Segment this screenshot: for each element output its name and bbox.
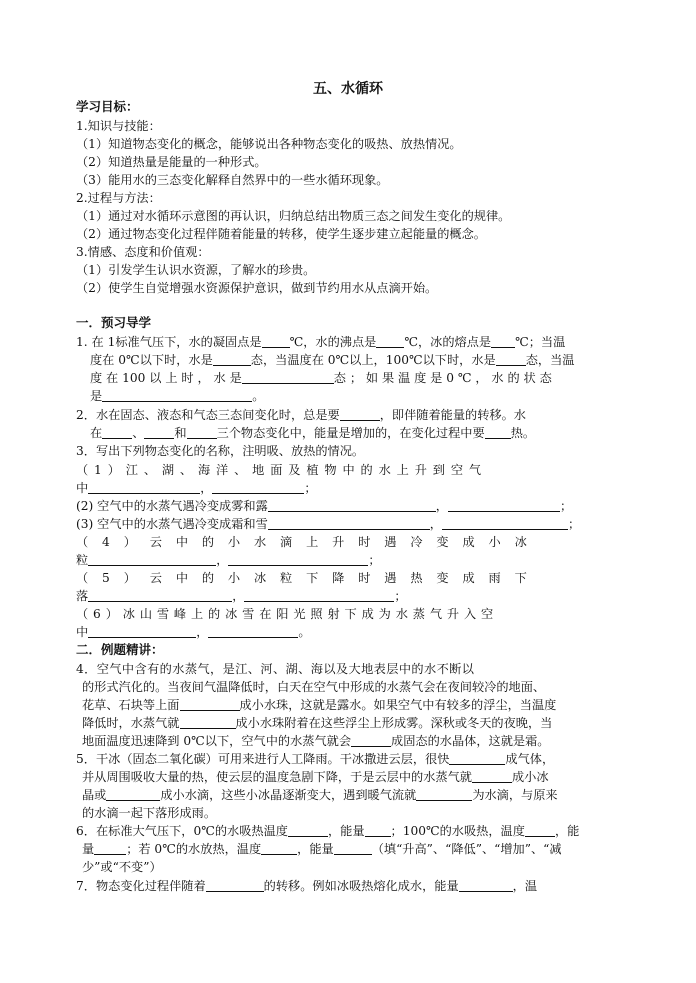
q6-text: ，能量 bbox=[327, 824, 365, 838]
q1-text: 。 bbox=[252, 389, 265, 403]
answer-blank[interactable] bbox=[242, 371, 334, 384]
question-5-line-4: 的水滴一起下落形成雨。 bbox=[82, 806, 217, 820]
q6-text: （填“升高”、“降低”、“增加”、“减 bbox=[371, 842, 562, 856]
q1-text: 度 在 100 以 上 时 ， 水 是 bbox=[90, 371, 242, 385]
q4-text: 地面温度迅速降到 0℃以下，空气中的水蒸气就会 bbox=[82, 734, 352, 748]
item-text: 中 bbox=[76, 625, 89, 639]
knowledge-item-2: （2）知道热量是能量的一种形式。 bbox=[76, 155, 267, 169]
item-text: ， bbox=[216, 553, 229, 567]
q6-text: ；100℃的水吸热，温度 bbox=[390, 824, 525, 838]
answer-blank[interactable] bbox=[88, 553, 216, 566]
item-2 bbox=[76, 497, 621, 515]
item-4-line-2 bbox=[76, 551, 621, 569]
answer-blank[interactable] bbox=[491, 335, 515, 348]
q7-text: ，温 bbox=[512, 879, 538, 893]
answer-blank[interactable] bbox=[334, 842, 372, 855]
answer-blank[interactable] bbox=[485, 426, 511, 439]
process-item-2: （2）通过物态变化过程伴随着能量的转移，使学生逐步建立起能量的概念。 bbox=[76, 227, 486, 241]
question-6-line-1 bbox=[76, 822, 621, 840]
q1-text: 度在 0℃以下时，水是 bbox=[90, 353, 213, 367]
question-4-line-2: 的形式汽化的。当夜间气温降低时，白天在空气中形成的水蒸气会在夜间较冷的地面、 bbox=[82, 680, 546, 694]
item-text: 粒 bbox=[76, 553, 89, 567]
answer-blank[interactable] bbox=[376, 335, 404, 348]
answer-blank[interactable] bbox=[459, 879, 513, 892]
answer-blank[interactable] bbox=[261, 842, 297, 855]
question-7 bbox=[76, 877, 621, 895]
answer-blank[interactable] bbox=[102, 426, 132, 439]
question-5-line-1 bbox=[76, 750, 621, 768]
q1-text: ℃；当温 bbox=[515, 335, 566, 349]
answer-blank[interactable] bbox=[180, 716, 236, 729]
preview-heading: 一．预习导学 bbox=[76, 315, 152, 330]
answer-blank[interactable] bbox=[340, 408, 380, 421]
q4-text: 降低时，水蒸气就 bbox=[82, 716, 180, 730]
question-5-line-2 bbox=[82, 768, 627, 786]
q2-text: 三个物态变化中，能量是增加的，在变化过程中要 bbox=[216, 426, 485, 440]
answer-blank[interactable] bbox=[180, 698, 240, 711]
item-1-line-2 bbox=[76, 479, 621, 497]
emotion-item-1: （1）引发学生认识水资源，了解水的珍贵。 bbox=[76, 263, 316, 277]
q2-text: ，即伴随着能量的转移。水 bbox=[379, 408, 526, 422]
question-5-line-3 bbox=[82, 786, 627, 804]
answer-blank[interactable] bbox=[365, 824, 391, 837]
page-title: 五、水循环 bbox=[313, 81, 383, 97]
q1-text: 是 bbox=[90, 389, 103, 403]
objectives-heading: 学习目标： bbox=[76, 99, 139, 114]
question-4-line-5 bbox=[82, 732, 627, 750]
q6-text: 量 bbox=[82, 842, 95, 856]
answer-blank[interactable] bbox=[212, 481, 304, 494]
question-3: 3．写出下列物态变化的名称，注明吸、放热的情况。 bbox=[76, 444, 365, 458]
item-text: ； bbox=[368, 553, 381, 567]
question-2-line-1 bbox=[76, 406, 621, 424]
answer-blank[interactable] bbox=[88, 481, 200, 494]
q4-text: 成小水珠附着在这些浮尘上形成雾。深秋或冬天的夜晚，当 bbox=[235, 716, 553, 730]
q2-text: 、 bbox=[132, 426, 145, 440]
item-5-line-2 bbox=[76, 587, 621, 605]
answer-blank[interactable] bbox=[496, 353, 526, 366]
item-text: 中 bbox=[76, 481, 89, 495]
q7-text: 的转移。例如冰吸热熔化成水，能量 bbox=[263, 879, 459, 893]
answer-blank[interactable] bbox=[144, 426, 174, 439]
answer-blank[interactable] bbox=[472, 770, 512, 783]
process-title: 2.过程与方法： bbox=[76, 191, 161, 205]
examples-heading: 二．例题精讲： bbox=[76, 642, 164, 657]
question-2-line-2 bbox=[90, 424, 635, 442]
q1-text: 态 ； 如 果 温 度 是 0 ℃ ， 水 的 状 态 bbox=[333, 371, 552, 385]
q7-text: 7．物态变化过程伴随着 bbox=[76, 879, 206, 893]
answer-blank[interactable] bbox=[213, 353, 251, 366]
answer-blank[interactable] bbox=[525, 824, 555, 837]
q2-text: 2．水在固态、液态和气态三态间变化时，总是要 bbox=[76, 408, 340, 422]
answer-blank[interactable] bbox=[442, 517, 568, 530]
q2-text: 和 bbox=[174, 426, 187, 440]
item-5-line-1: （ 5 ） 云 中 的 小 冰 粒 下 降 时 遇 热 变 成 雨 下 bbox=[76, 571, 532, 585]
process-item-1: （1）通过对水循环示意图的再认识，归纳总结出物质三态之间发生变化的规律。 bbox=[76, 209, 511, 223]
q6-text: ；若 0℃的水放热，温度 bbox=[126, 842, 262, 856]
q4-text: 成小水珠，这就是露水。如果空气中有较多的浮尘，当温度 bbox=[239, 698, 557, 712]
answer-blank[interactable] bbox=[206, 879, 264, 892]
item-text: ， bbox=[429, 517, 442, 531]
answer-blank[interactable] bbox=[351, 734, 391, 747]
answer-blank[interactable] bbox=[102, 389, 252, 402]
item-text: ； bbox=[394, 589, 407, 603]
answer-blank[interactable] bbox=[416, 788, 472, 801]
knowledge-item-3: （3）能用水的三态变化解释自然界中的一些水循环现象。 bbox=[76, 173, 389, 187]
item-text: (3) 空气中的水蒸气遇冷变成霜和雪 bbox=[76, 517, 268, 531]
question-1-line-2 bbox=[90, 351, 635, 369]
item-text: ， bbox=[196, 625, 209, 639]
answer-blank[interactable] bbox=[268, 499, 436, 512]
item-text: (2) 空气中的水蒸气遇冷变成雾和露 bbox=[76, 499, 268, 513]
q5-text: 并从周围吸收大量的热，使云层的温度急剧下降，于是云层中的水蒸气就 bbox=[82, 770, 472, 784]
item-3 bbox=[76, 515, 621, 533]
q5-text: 5．干冰（固态二氧化碳）可用来进行人工降雨。干冰撒进云层，很快 bbox=[76, 752, 450, 766]
q4-text: 成固态的水晶体，这就是霜。 bbox=[391, 734, 550, 748]
q6-text: ，能 bbox=[554, 824, 580, 838]
question-1-line-4 bbox=[90, 387, 635, 405]
q1-text: ℃，冰的熔点是 bbox=[404, 335, 492, 349]
item-4-line-1: （ 4 ） 云 中 的 小 水 滴 上 升 时 遇 冷 变 成 小 冰 bbox=[76, 535, 532, 549]
emotion-item-2: （2）使学生自觉增强水资源保护意识，做到节约用水从点滴开始。 bbox=[76, 281, 438, 295]
answer-blank[interactable] bbox=[262, 335, 290, 348]
question-1-line-1 bbox=[76, 333, 621, 351]
answer-blank[interactable] bbox=[88, 625, 196, 638]
answer-blank[interactable] bbox=[244, 589, 394, 602]
q5-text: 为水滴，与原来 bbox=[472, 788, 558, 802]
question-6-line-3: 少”或“不变”） bbox=[82, 860, 162, 874]
item-text: ， bbox=[435, 499, 448, 513]
item-1-line-1: （ 1 ） 江 、 湖 、 海 洋 、 地 面 及 植 物 中 的 水 上 升 到 空 气 bbox=[76, 463, 483, 477]
item-text: 落 bbox=[76, 589, 89, 603]
q6-text: ，能量 bbox=[297, 842, 334, 856]
answer-blank[interactable] bbox=[187, 426, 217, 439]
q4-text: 花草、石块等上面 bbox=[82, 698, 180, 712]
knowledge-item-1: （1）知道物态变化的概念，能够说出各种物态变化的吸热、放热情况。 bbox=[76, 137, 462, 151]
item-6-line-2 bbox=[76, 623, 621, 641]
item-text: ； bbox=[559, 499, 573, 513]
knowledge-title: 1.知识与技能： bbox=[76, 119, 161, 133]
item-text: ； bbox=[304, 481, 317, 495]
answer-blank[interactable] bbox=[106, 788, 160, 801]
q1-text: ℃，水的沸点是 bbox=[289, 335, 377, 349]
answer-blank[interactable] bbox=[208, 625, 298, 638]
q5-text: 晶或 bbox=[82, 788, 107, 802]
answer-blank[interactable] bbox=[268, 517, 430, 530]
question-4-line-1: 4．空气中含有的水蒸气，是江、河、湖、海以及大地表层中的水不断以 bbox=[76, 662, 475, 676]
item-6-line-1: （ 6 ） 冰 山 雪 峰 上 的 冰 雪 在 阳 光 照 射 下 成 为 水 蒸 气 升 入 空 bbox=[76, 607, 494, 621]
item-text: ； bbox=[567, 517, 581, 531]
item-text: 。 bbox=[298, 625, 311, 639]
answer-blank[interactable] bbox=[288, 824, 328, 837]
emotion-title: 3.情感、态度和价值观： bbox=[76, 245, 210, 259]
answer-blank[interactable] bbox=[228, 553, 368, 566]
q2-text: 热。 bbox=[510, 426, 536, 440]
q5-text: 成气体， bbox=[505, 752, 555, 766]
question-4-line-3 bbox=[82, 696, 627, 714]
q1-text: 态，当温度在 0℃以上，100℃以下时，水是 bbox=[250, 353, 496, 367]
q2-text: 在 bbox=[90, 426, 103, 440]
item-text: ， bbox=[232, 589, 245, 603]
answer-blank[interactable] bbox=[448, 499, 560, 512]
question-6-line-2 bbox=[82, 840, 627, 858]
answer-blank[interactable] bbox=[88, 589, 232, 602]
q6-text: 6．在标准大气压下，0℃的水吸热温度 bbox=[76, 824, 288, 838]
q1-text: 1. 在 1标准气压下，水的凝固点是 bbox=[76, 335, 262, 349]
q5-text: 成小水滴，这些小冰晶逐渐变大，遇到暖气流就 bbox=[160, 788, 417, 802]
question-4-line-4 bbox=[82, 714, 627, 732]
answer-blank[interactable] bbox=[449, 752, 505, 765]
q1-text: 态，当温 bbox=[525, 353, 575, 367]
answer-blank[interactable] bbox=[94, 842, 126, 855]
q5-text: 成小冰 bbox=[512, 770, 549, 784]
item-text: ， bbox=[200, 481, 213, 495]
question-1-line-3 bbox=[90, 369, 635, 387]
